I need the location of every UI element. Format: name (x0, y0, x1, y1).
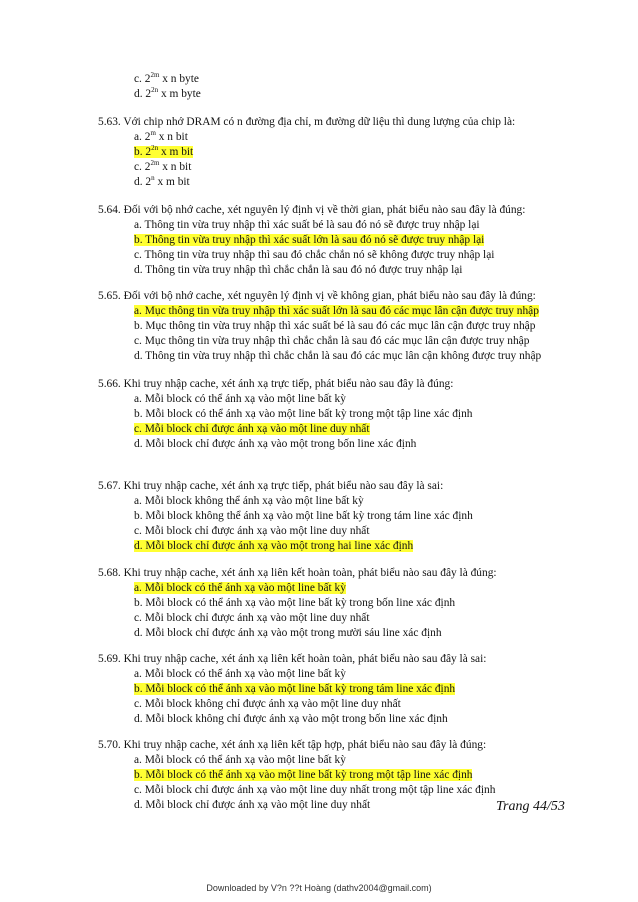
option-a: a. 2$^m$ x n bit (134, 129, 188, 143)
option-d: d. Mỗi block chỉ được ánh xạ vào một line duy nhất (134, 799, 371, 811)
question-5-69: 5.69. Khi truy nhập cache, xét ánh xạ liên kết hoàn toàn, phát biểu nào sau đây là sai: (98, 653, 487, 665)
option-d: d. 2$^n$ x m bit (134, 174, 190, 188)
option-c-highlighted: c. Mỗi block chỉ được ánh xạ vào một line duy nhất (134, 423, 370, 435)
option-c: c. Mỗi block chỉ được ánh xạ vào một line duy nhất (134, 612, 370, 624)
download-footer: Downloaded by V?n ??t Hoàng (dathv2004@gmail.com) (206, 883, 432, 893)
option-c: c. Mục thông tin vừa truy nhập thì chắc chắn là sau đó các mục lân cận được truy nhập (134, 335, 530, 347)
option-a: a. Mỗi block không thể ánh xạ vào một line bất kỳ (134, 495, 364, 507)
option-b-highlighted: b. Thông tin vừa truy nhập thì xác suất lớn là sau đó nó sẽ được truy nhập lại (134, 234, 485, 246)
option-d: d. Thông tin vừa truy nhập thì chắc chắn là sau đó nó được truy nhập lại (134, 264, 463, 276)
option-b: b. Mục thông tin vừa truy nhập thì xác suất bé là sau đó các mục lân cận được truy nhập (134, 320, 536, 332)
option-b: b. Mỗi block có thể ánh xạ vào một line bất kỳ trong bốn line xác định (134, 597, 456, 609)
question-5-64: 5.64. Đối với bộ nhớ cache, xét nguyên lý định vị về thời gian, phát biểu nào sau đây là đúng: (98, 204, 526, 216)
option-c: c. $2^{2m}$ x n bit (134, 159, 192, 173)
option-c: c. Mỗi block chỉ được ánh xạ vào một line duy nhất trong một tập line xác định (134, 784, 496, 796)
question-5-68: 5.68. Khi truy nhập cache, xét ánh xạ liên kết hoàn toàn, phát biểu nào sau đây là đúng: (98, 567, 497, 579)
option-c: c. $2^{2m}$ x n byte (134, 71, 199, 85)
option-d: d. $2^{2n}$ x m byte (134, 86, 201, 100)
question-5-70: 5.70. Khi truy nhập cache, xét ánh xạ liên kết tập hợp, phát biểu nào sau đây là đúng: (98, 739, 487, 751)
option-b-highlighted: b. Mỗi block có thể ánh xạ vào một line bất kỳ trong tám line xác định (134, 683, 456, 695)
option-a-highlighted: a. Mục thông tin vừa truy nhập thì xác suất lớn là sau đó các mục lân cận được truy nhập (134, 305, 539, 317)
question-5-66: 5.66. Khi truy nhập cache, xét ánh xạ trực tiếp, phát biểu nào sau đây là đúng: (98, 378, 454, 390)
question-5-65: 5.65. Đối với bộ nhớ cache, xét nguyên lý định vị về không gian, phát biểu nào sau đây là đúng: (98, 290, 536, 302)
option-c: c. Mỗi block không chỉ được ánh xạ vào một line duy nhất (134, 698, 401, 710)
option-d: d. Thông tin vừa truy nhập thì chắc chắn là sau đó các mục lân cận không được truy nhập (134, 350, 542, 362)
option-b: b. Mỗi block không thể ánh xạ vào một line bất kỳ trong tám line xác định (134, 510, 473, 522)
option-b-highlighted: b. Mỗi block có thể ánh xạ vào một line bất kỳ trong một tập line xác định (134, 769, 473, 781)
option-c: c. Mỗi block chỉ được ánh xạ vào một line duy nhất (134, 525, 370, 537)
question-5-67: 5.67. Khi truy nhập cache, xét ánh xạ trực tiếp, phát biểu nào sau đây là sai: (98, 480, 444, 492)
option-b: b. Mỗi block có thể ánh xạ vào một line bất kỳ trong một tập line xác định (134, 408, 473, 420)
page-number: Trang 44/53 (496, 799, 565, 814)
option-c: c. Thông tin vừa truy nhập thì sau đó chắc chắn nó sẽ không được truy nhập lại (134, 249, 495, 261)
option-a: a. Thông tin vừa truy nhập thì xác suất bé là sau đó nó sẽ được truy nhập lại (134, 219, 480, 231)
option-d: d. Mỗi block chỉ được ánh xạ vào một trong bốn line xác định (134, 438, 417, 450)
option-d-highlighted: d. Mỗi block chỉ được ánh xạ vào một trong hai line xác định (134, 540, 414, 552)
option-d: d. Mỗi block chỉ được ánh xạ vào một trong mười sáu line xác định (134, 627, 442, 639)
option-a: a. Mỗi block có thể ánh xạ vào một line bất kỳ (134, 393, 346, 405)
option-b-highlighted: b. $2^{2n}$ x m bit (134, 144, 194, 158)
option-a: a. Mỗi block có thể ánh xạ vào một line bất kỳ (134, 754, 346, 766)
question-5-63: 5.63. Với chip nhớ DRAM có n đường địa chỉ, m đường dữ liệu thì dung lượng của chip là: (98, 116, 516, 128)
option-a: a. Mỗi block có thể ánh xạ vào một line bất kỳ (134, 668, 346, 680)
option-a-highlighted: a. Mỗi block có thể ánh xạ vào một line bất kỳ (134, 582, 346, 594)
option-d: d. Mỗi block không chỉ được ánh xạ vào một trong bốn line xác định (134, 713, 448, 725)
